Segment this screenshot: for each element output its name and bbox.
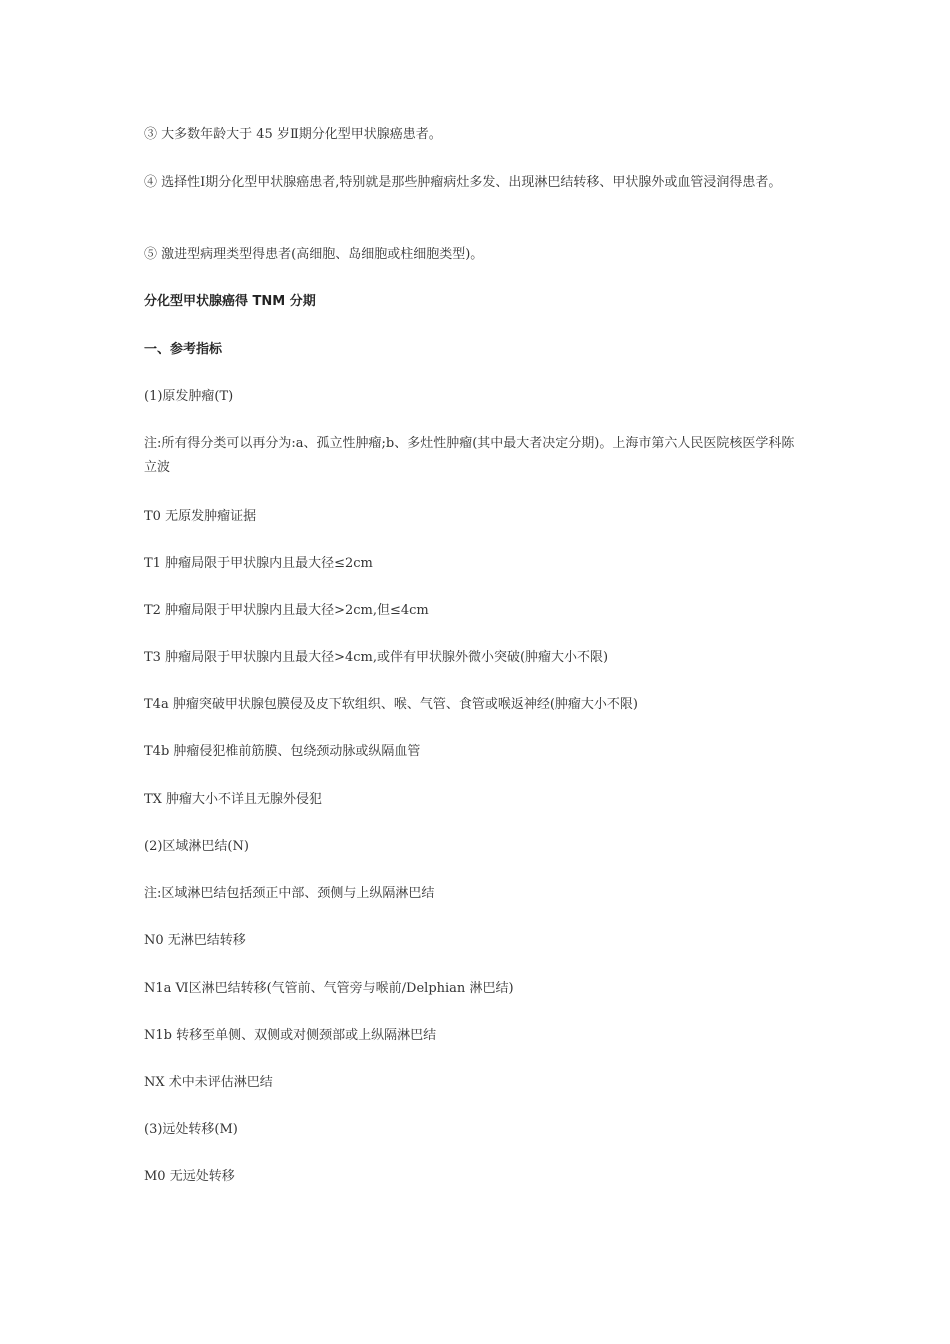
heading-tnm-staging: 分化型甲状腺癌得 TNM 分期 (144, 294, 316, 309)
section-title-regional-lymph-nodes: (2)区域淋巴结(N) (144, 839, 249, 854)
heading-reference-indicators: 一、参考指标 (144, 342, 223, 357)
note-primary-tumor: 注:所有得分类可以再分为:a、孤立性肿瘤;b、多灶性肿瘤(其中最大者决定分期)。上海市第六人民医院核医学科陈立波 (144, 436, 795, 475)
note-regional-lymph-nodes: 注:区域淋巴结包括颈正中部、颈侧与上纵隔淋巴结 (144, 886, 435, 901)
entry-t4a: T4a 肿瘤突破甲状腺包膜侵及皮下软组织、喉、气管、食管或喉返神经(肿瘤大小不限) (144, 697, 638, 712)
entry-n1b: N1b 转移至单侧、双侧或对侧颈部或上纵隔淋巴结 (144, 1028, 437, 1043)
paragraph-item-4: ④ 选择性Ⅰ期分化型甲状腺癌患者,特别就是那些肿瘤病灶多发、出现淋巴结转移、甲状腺外或血管浸润得患者。 (144, 175, 782, 190)
section-title-primary-tumor: (1)原发肿瘤(T) (144, 389, 234, 404)
entry-tx: TX 肿瘤大小不详且无腺外侵犯 (144, 792, 323, 807)
entry-nx: NX 术中未评估淋巴结 (144, 1075, 273, 1090)
entry-t3: T3 肿瘤局限于甲状腺内且最大径>4cm,或伴有甲状腺外微小突破(肿瘤大小不限) (144, 650, 609, 665)
entry-n1a: N1a Ⅵ区淋巴结转移(气管前、气管旁与喉前/Delphian 淋巴结) (144, 981, 514, 996)
entry-n0: N0 无淋巴结转移 (144, 933, 246, 948)
entry-m0: M0 无远处转移 (144, 1169, 235, 1184)
entry-t2: T2 肿瘤局限于甲状腺内且最大径>2cm,但≤4cm (144, 603, 429, 618)
entry-t1: T1 肿瘤局限于甲状腺内且最大径≤2cm (144, 556, 373, 571)
paragraph-item-3: ③ 大多数年龄大于 45 岁Ⅱ期分化型甲状腺癌患者。 (144, 127, 442, 142)
paragraph-item-5: ⑤ 激进型病理类型得患者(高细胞、岛细胞或柱细胞类型)。 (144, 247, 484, 262)
entry-t0: T0 无原发肿瘤证据 (144, 509, 257, 524)
entry-t4b: T4b 肿瘤侵犯椎前筋膜、包绕颈动脉或纵隔血管 (144, 744, 421, 759)
section-title-distant-metastasis: (3)远处转移(M) (144, 1122, 238, 1137)
